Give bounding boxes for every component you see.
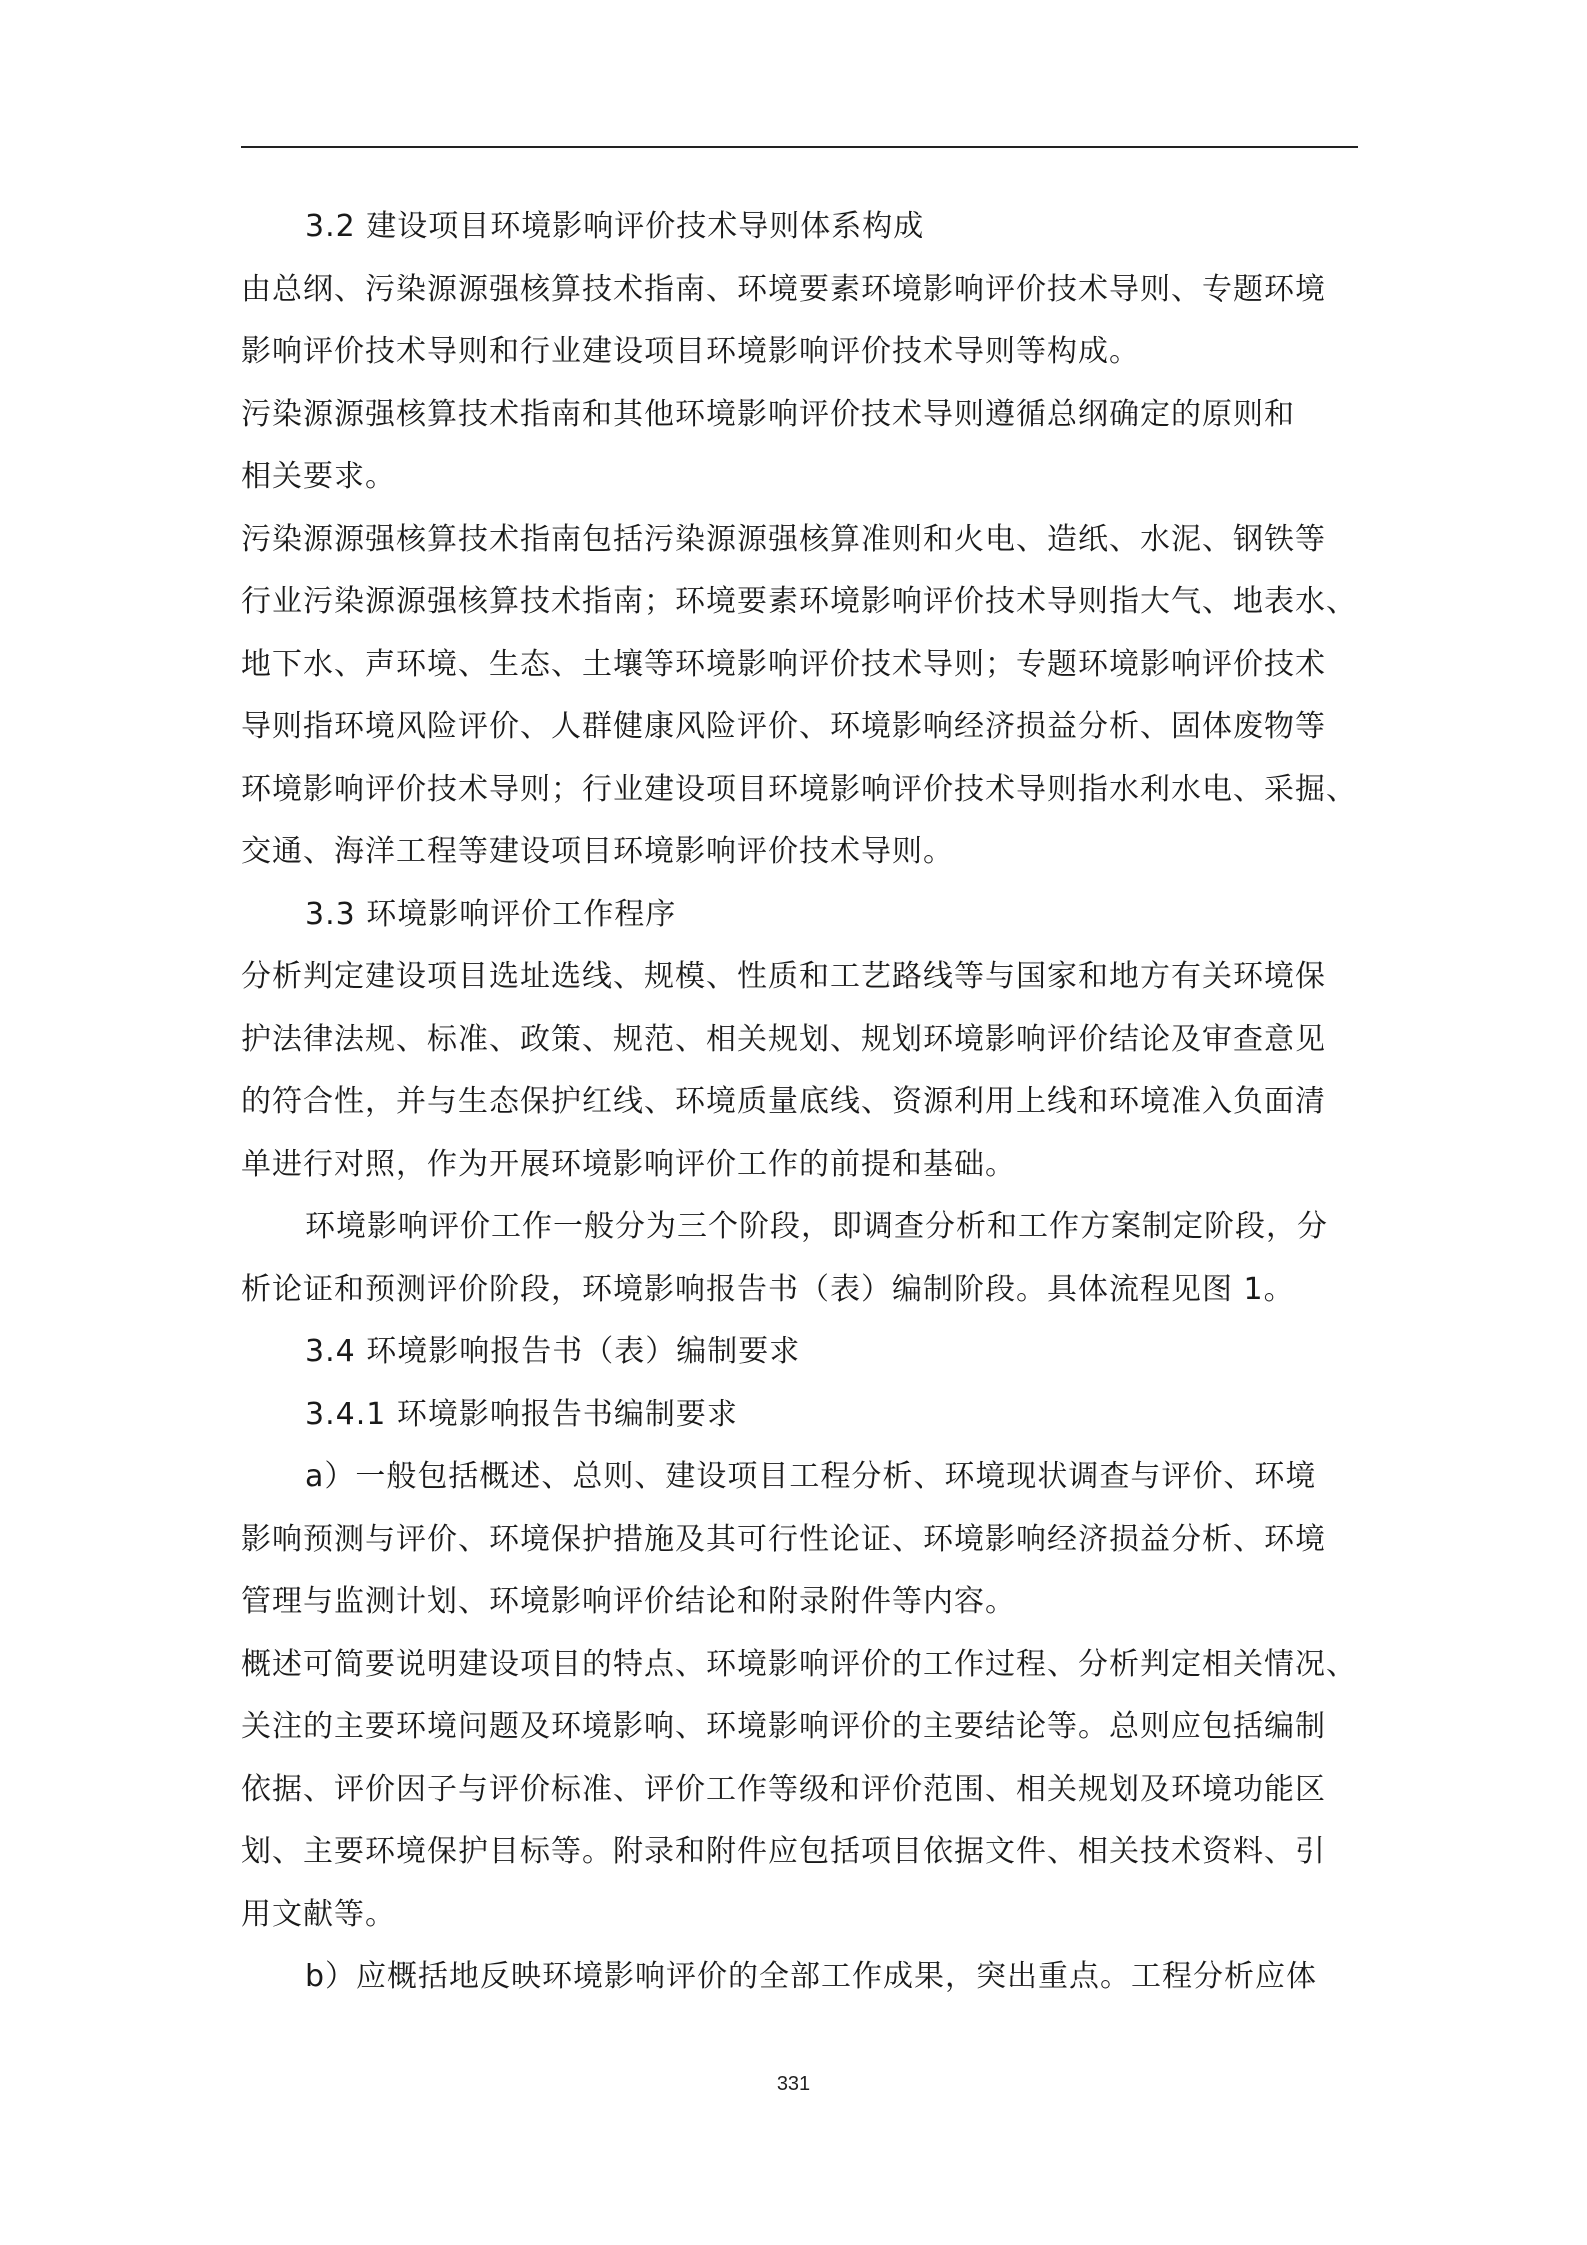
body-text [241, 196, 1358, 2009]
section-heading-3-2: 3.2 建设项目环境影响评价技术导则体系构成 [305, 209, 925, 244]
text-line: 交通、海洋工程等建设项目环境影响评价技术导则。 [241, 834, 954, 869]
text-line: 用文献等。 [241, 1896, 396, 1932]
section-heading-3-4: 3.4 环境影响报告书（表）编制要求 [305, 1334, 801, 1369]
text-line: 行业污染源源强核算技术指南；环境要素环境影响评价技术导则指大气、地表水、 [241, 584, 1357, 619]
text-line: 影响预测与评价、环境保护措施及其可行性论证、环境影响经济损益分析、环境 [241, 1521, 1326, 1557]
text-line: a）一般包括概述、总则、建设项目工程分析、环境现状调查与评价、环境 [305, 1459, 1317, 1494]
text-line: 依据、评价因子与评价标准、评价工作等级和评价范围、相关规划及环境功能区 [241, 1771, 1326, 1807]
section-heading-3-3: 3.3 环境影响评价工作程序 [305, 896, 677, 932]
text-line: 污染源源强核算技术指南包括污染源源强核算准则和火电、造纸、水泥、钢铁等 [241, 521, 1326, 557]
text-line: 导则指环境风险评价、人群健康风险评价、环境影响经济损益分析、固体废物等 [241, 709, 1326, 744]
text-line: 析论证和预测评价阶段，环境影响报告书（表）编制阶段。具体流程见图 1。 [241, 1271, 1295, 1307]
text-line: 护法律法规、标准、政策、规范、相关规划、规划环境影响评价结论及审查意见 [241, 1021, 1326, 1057]
text-line: 影响评价技术导则和行业建设项目环境影响评价技术导则等构成。 [241, 334, 1140, 369]
text-line: 分析判定建设项目选址选线、规模、性质和工艺路线等与国家和地方有关环境保 [241, 959, 1326, 994]
text-line: 的符合性，并与生态保护红线、环境质量底线、资源利用上线和环境准入负面清 [241, 1084, 1326, 1119]
text-line: 概述可简要说明建设项目的特点、环境影响评价的工作过程、分析判定相关情况、 [241, 1646, 1357, 1682]
text-line: 相关要求。 [241, 459, 396, 494]
text-line: 环境影响评价工作一般分为三个阶段，即调查分析和工作方案制定阶段，分 [305, 1209, 1328, 1244]
text-line: b）应概括地反映环境影响评价的全部工作成果，突出重点。工程分析应体 [305, 1959, 1318, 1994]
text-line: 管理与监测计划、环境影响评价结论和附录附件等内容。 [241, 1584, 1016, 1619]
page-number: 331 [776, 2073, 811, 2095]
section-heading-3-4-1: 3.4.1 环境影响报告书编制要求 [305, 1396, 738, 1432]
header-rule [241, 146, 1358, 148]
text-line: 地下水、声环境、生态、土壤等环境影响评价技术导则；专题环境影响评价技术 [241, 646, 1326, 682]
text-line: 单进行对照，作为开展环境影响评价工作的前提和基础。 [241, 1146, 1016, 1182]
text-line: 环境影响评价技术导则；行业建设项目环境影响评价技术导则指水利水电、采掘、 [241, 771, 1357, 807]
text-line: 污染源源强核算技术指南和其他环境影响评价技术导则遵循总纲确定的原则和 [241, 396, 1295, 432]
text-line: 由总纲、污染源源强核算技术指南、环境要素环境影响评价技术导则、专题环境 [241, 271, 1326, 307]
text-line: 关注的主要环境问题及环境影响、环境影响评价的主要结论等。总则应包括编制 [241, 1709, 1326, 1744]
text-line: 划、主要环境保护目标等。附录和附件应包括项目依据文件、相关技术资料、引 [241, 1834, 1326, 1869]
